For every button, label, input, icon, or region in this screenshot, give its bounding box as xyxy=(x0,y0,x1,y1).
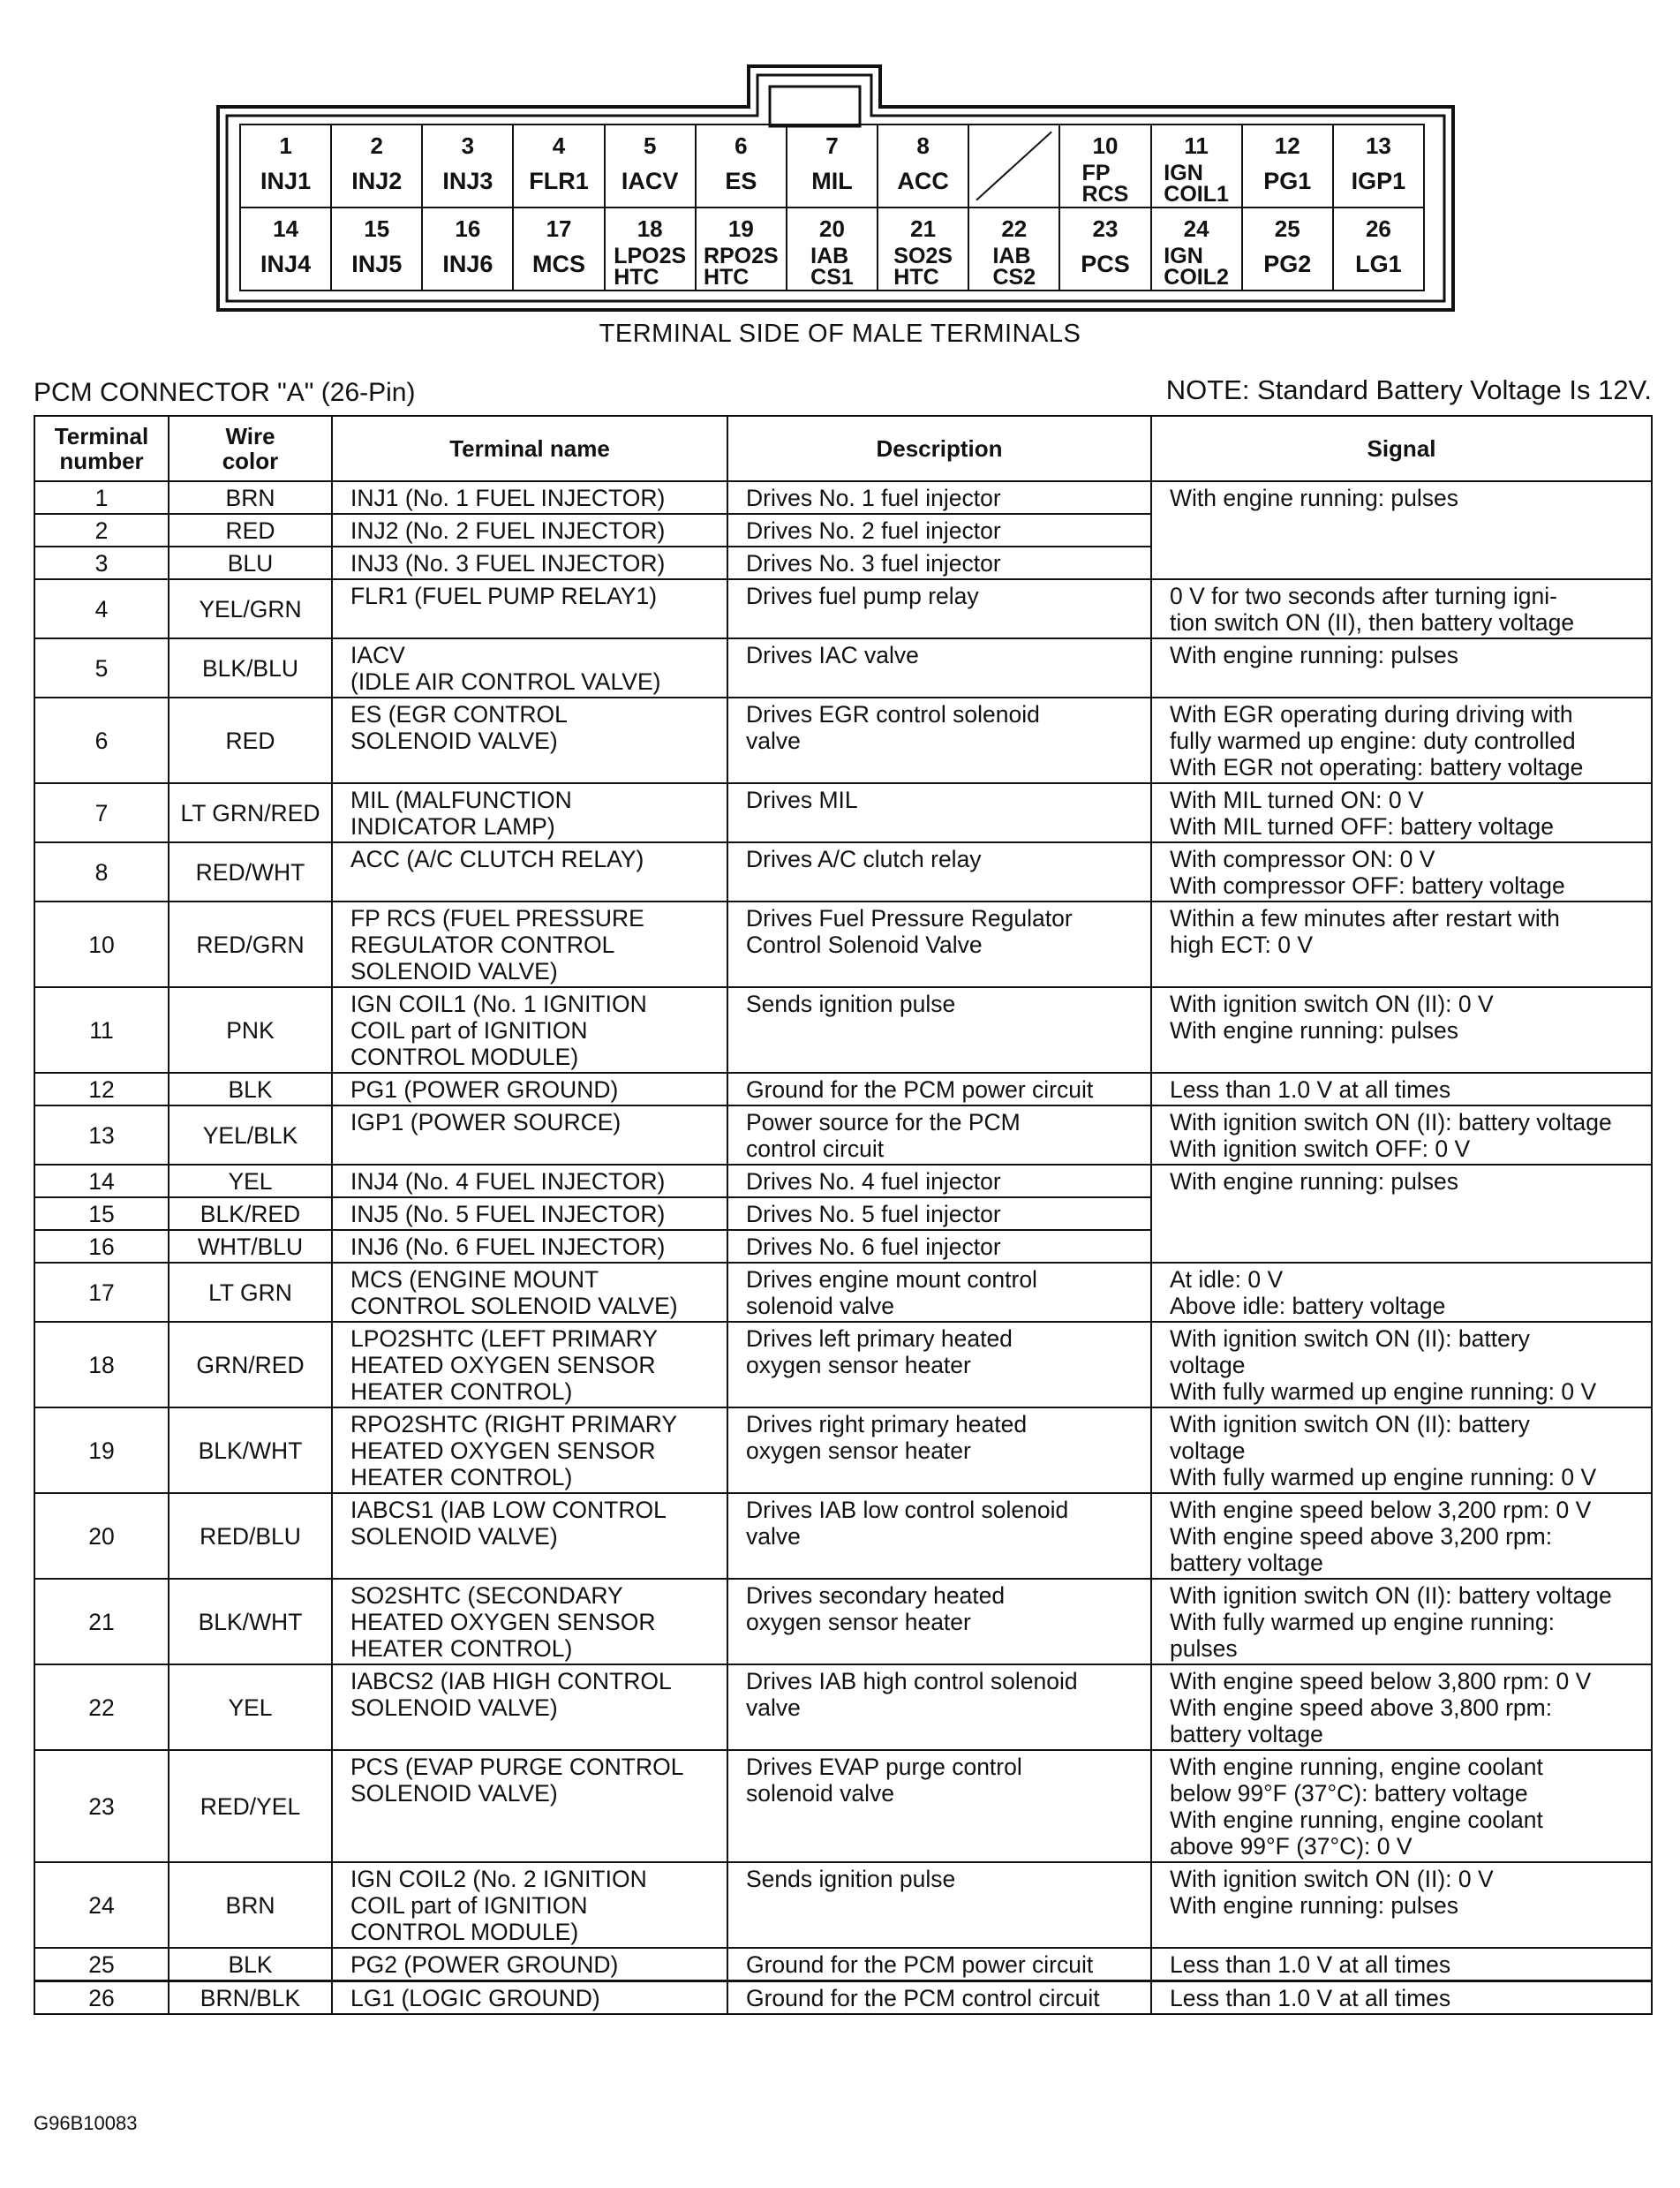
pin-label: INJ5 xyxy=(351,251,403,277)
pin-label: LG1 xyxy=(1355,251,1402,277)
signal-cell: Less than 1.0 V at all times xyxy=(1151,1981,1652,2015)
connector-pin-1 xyxy=(239,124,332,208)
description-cell: Drives No. 5 fuel injector xyxy=(727,1197,1151,1230)
wire-color-cell: BLK xyxy=(169,1073,332,1105)
terminal-name-cell: FLR1 (FUEL PUMP RELAY1) xyxy=(332,579,727,638)
wire-color-cell: RED xyxy=(169,698,332,783)
pin-label: INJ6 xyxy=(442,251,493,277)
connector-pin-12 xyxy=(1241,124,1334,208)
terminal-number-cell: 1 xyxy=(34,481,169,514)
pin-number: 16 xyxy=(455,215,481,242)
terminal-name-cell: LG1 (LOGIC GROUND) xyxy=(332,1981,727,2015)
connector-pin-20 xyxy=(786,207,878,291)
terminal-number-cell: 21 xyxy=(34,1579,169,1664)
description-cell: Drives Fuel Pressure Regulator Control Solenoid Valve xyxy=(727,902,1151,987)
pin-number: 5 xyxy=(643,132,657,159)
terminal-name-cell: ES (EGR CONTROL SOLENOID VALVE) xyxy=(332,698,727,783)
table-row xyxy=(34,1073,1652,1105)
description-cell: Ground for the PCM power circuit xyxy=(727,1948,1151,1981)
signal-cell: With engine running: pulses xyxy=(1151,1165,1652,1263)
terminal-number-cell: 11 xyxy=(34,987,169,1073)
pin-number: 20 xyxy=(819,215,845,242)
pin-number: 3 xyxy=(461,132,475,159)
table-row xyxy=(34,987,1652,1073)
description-cell: Drives EVAP purge control solenoid valve xyxy=(727,1750,1151,1862)
terminal-name-cell: IGP1 (POWER SOURCE) xyxy=(332,1105,727,1165)
wire-color-cell: RED/BLU xyxy=(169,1493,332,1579)
pin-label: IAB CS1 xyxy=(810,244,854,290)
blank-pin-slash xyxy=(969,125,1058,207)
terminal-name-cell: INJ4 (No. 4 FUEL INJECTOR) xyxy=(332,1165,727,1197)
description-cell: Drives No. 3 fuel injector xyxy=(727,547,1151,579)
wire-color-cell: BRN/BLK xyxy=(169,1981,332,2015)
signal-cell: With ignition switch ON (II): 0 V With engine running: pulses xyxy=(1151,987,1652,1073)
connector-pin-13 xyxy=(1332,124,1425,208)
signal-cell: At idle: 0 V Above idle: battery voltage xyxy=(1151,1263,1652,1322)
pin-label: RPO2S HTC xyxy=(703,244,779,290)
header-description: Description xyxy=(727,416,1151,481)
pin-number: 8 xyxy=(916,132,930,159)
pin-label: ES xyxy=(725,168,757,194)
signal-cell: Within a few minutes after restart with high ECT: 0 V xyxy=(1151,902,1652,987)
pin-label: INJ2 xyxy=(351,168,403,194)
pin-label: IAB CS2 xyxy=(992,244,1036,290)
terminal-number-cell: 20 xyxy=(34,1493,169,1579)
description-cell: Drives No. 1 fuel injector xyxy=(727,481,1151,514)
pin-number: 24 xyxy=(1183,215,1209,242)
terminal-name-cell: PG1 (POWER GROUND) xyxy=(332,1073,727,1105)
description-cell: Drives secondary heated oxygen sensor heater xyxy=(727,1579,1151,1664)
connector-pin-19 xyxy=(695,207,787,291)
description-cell: Drives IAB low control solenoid valve xyxy=(727,1493,1151,1579)
description-cell: Drives right primary heated oxygen sensor heater xyxy=(727,1407,1151,1493)
description-cell: Drives No. 6 fuel injector xyxy=(727,1230,1151,1263)
terminal-name-cell: INJ6 (No. 6 FUEL INJECTOR) xyxy=(332,1230,727,1263)
terminal-number-cell: 5 xyxy=(34,638,169,698)
pin-label: IGN COIL1 xyxy=(1164,161,1229,207)
connector-pin-24 xyxy=(1150,207,1243,291)
table-row xyxy=(34,1105,1652,1165)
terminal-name-cell: INJ1 (No. 1 FUEL INJECTOR) xyxy=(332,481,727,514)
description-cell: Drives engine mount control solenoid valve xyxy=(727,1263,1151,1322)
description-cell: Ground for the PCM control circuit xyxy=(727,1981,1151,2015)
signal-cell: Less than 1.0 V at all times xyxy=(1151,1073,1652,1105)
terminal-number-cell: 13 xyxy=(34,1105,169,1165)
terminal-number-cell: 24 xyxy=(34,1862,169,1948)
connector-pin-5 xyxy=(604,124,697,208)
connector-pin-11 xyxy=(1150,124,1243,208)
table-row xyxy=(34,902,1652,987)
table-row xyxy=(34,638,1652,698)
terminal-name-cell: RPO2SHTC (RIGHT PRIMARY HEATED OXYGEN SENSOR HEATER CONTROL) xyxy=(332,1407,727,1493)
terminal-number-cell: 8 xyxy=(34,842,169,902)
connector-title: PCM CONNECTOR "A" (26-Pin) xyxy=(34,378,416,407)
pin-number: 1 xyxy=(279,132,292,159)
signal-cell: With compressor ON: 0 V With compressor OFF: battery voltage xyxy=(1151,842,1652,902)
pin-table xyxy=(34,415,1653,2015)
signal-cell: With MIL turned ON: 0 V With MIL turned OFF: battery voltage xyxy=(1151,783,1652,842)
pin-label: MCS xyxy=(532,251,586,277)
description-cell: Drives IAB high control solenoid valve xyxy=(727,1664,1151,1750)
table-row xyxy=(34,1579,1652,1664)
terminal-name-cell: MIL (MALFUNCTION INDICATOR LAMP) xyxy=(332,783,727,842)
pin-label: INJ4 xyxy=(260,251,312,277)
connector-pin-25 xyxy=(1241,207,1334,291)
table-row xyxy=(34,1407,1652,1493)
pin-label: ACC xyxy=(897,168,949,194)
pin-number: 7 xyxy=(825,132,839,159)
table-body xyxy=(34,481,1652,2014)
description-cell: Sends ignition pulse xyxy=(727,1862,1151,1948)
table-row xyxy=(34,1862,1652,1948)
table-row xyxy=(34,1322,1652,1407)
signal-cell: With engine speed below 3,200 rpm: 0 V With engine speed above 3,200 rpm: battery voltage xyxy=(1151,1493,1652,1579)
pin-number: 10 xyxy=(1092,132,1119,159)
description-cell: Drives IAC valve xyxy=(727,638,1151,698)
signal-cell: With engine running, engine coolant below 99°F (37°C): battery voltage With engine running, engine coolant above 99°F (37°C): 0 V xyxy=(1151,1750,1652,1862)
connector-pin-26 xyxy=(1332,207,1425,291)
connector-pin-22 xyxy=(968,207,1060,291)
pin-label: IGN COIL2 xyxy=(1164,244,1229,290)
connector-pin-14 xyxy=(239,207,332,291)
pin-number: 4 xyxy=(552,132,566,159)
signal-cell: With EGR operating during driving with fully warmed up engine: duty controlled With EGR not operating: battery voltage xyxy=(1151,698,1652,783)
pin-label: SO2S HTC xyxy=(893,244,953,290)
terminal-name-cell: LPO2SHTC (LEFT PRIMARY HEATED OXYGEN SENSOR HEATER CONTROL) xyxy=(332,1322,727,1407)
terminal-number-cell: 3 xyxy=(34,547,169,579)
description-cell: Drives EGR control solenoid valve xyxy=(727,698,1151,783)
description-cell: Drives left primary heated oxygen sensor heater xyxy=(727,1322,1151,1407)
wire-color-cell: BLK/BLU xyxy=(169,638,332,698)
terminal-name-cell: IABCS2 (IAB HIGH CONTROL SOLENOID VALVE) xyxy=(332,1664,727,1750)
terminal-name-cell: INJ2 (No. 2 FUEL INJECTOR) xyxy=(332,514,727,547)
table-row xyxy=(34,579,1652,638)
pin-label: FLR1 xyxy=(529,168,589,194)
pin-number: 15 xyxy=(364,215,390,242)
description-cell: Drives A/C clutch relay xyxy=(727,842,1151,902)
wire-color-cell: BLU xyxy=(169,547,332,579)
pin-label: MIL xyxy=(811,168,853,194)
pin-number: 21 xyxy=(910,215,937,242)
signal-cell: 0 V for two seconds after turning igni- tion switch ON (II), then battery voltage xyxy=(1151,579,1652,638)
terminal-name-cell: IACV (IDLE AIR CONTROL VALVE) xyxy=(332,638,727,698)
pin-number: 26 xyxy=(1365,215,1391,242)
description-cell: Drives No. 2 fuel injector xyxy=(727,514,1151,547)
connector-pin-4 xyxy=(512,124,605,208)
terminal-number-cell: 2 xyxy=(34,514,169,547)
terminal-number-cell: 23 xyxy=(34,1750,169,1862)
signal-cell: With engine running: pulses xyxy=(1151,481,1652,579)
terminal-number-cell: 6 xyxy=(34,698,169,783)
header-signal: Signal xyxy=(1151,416,1652,481)
pin-number: 22 xyxy=(1001,215,1028,242)
table-row xyxy=(34,1750,1652,1862)
table-row xyxy=(34,1263,1652,1322)
signal-cell: With engine speed below 3,800 rpm: 0 V With engine speed above 3,800 rpm: battery voltage xyxy=(1151,1664,1652,1750)
terminal-name-cell: IGN COIL2 (No. 2 IGNITION COIL part of IGNITION CONTROL MODULE) xyxy=(332,1862,727,1948)
connector-pin-23 xyxy=(1058,207,1151,291)
terminal-number-cell: 15 xyxy=(34,1197,169,1230)
pin-label: IGP1 xyxy=(1351,168,1406,194)
pin-label: INJ1 xyxy=(260,168,312,194)
terminal-number-cell: 4 xyxy=(34,579,169,638)
connector-diagram xyxy=(216,64,1455,312)
connector-pin-18 xyxy=(604,207,697,291)
terminal-number-cell: 18 xyxy=(34,1322,169,1407)
terminal-number-cell: 19 xyxy=(34,1407,169,1493)
pin-number: 14 xyxy=(273,215,299,242)
table-row xyxy=(34,783,1652,842)
table-row xyxy=(34,1493,1652,1579)
connector-pin-2 xyxy=(330,124,423,208)
pin-number: 23 xyxy=(1092,215,1119,242)
terminal-number-cell: 10 xyxy=(34,902,169,987)
terminal-name-cell: IGN COIL1 (No. 1 IGNITION COIL part of IGNITION CONTROL MODULE) xyxy=(332,987,727,1073)
signal-cell: With ignition switch ON (II): battery voltage With fully warmed up engine running: 0 V xyxy=(1151,1407,1652,1493)
terminal-number-cell: 16 xyxy=(34,1230,169,1263)
table-row xyxy=(34,698,1652,783)
terminal-name-cell: MCS (ENGINE MOUNT CONTROL SOLENOID VALVE) xyxy=(332,1263,727,1322)
terminal-number-cell: 17 xyxy=(34,1263,169,1322)
terminal-number-cell: 12 xyxy=(34,1073,169,1105)
connector-pin-10 xyxy=(1058,124,1151,208)
connector-pin-21 xyxy=(877,207,969,291)
pin-number: 18 xyxy=(637,215,663,242)
terminal-name-cell: PCS (EVAP PURGE CONTROL SOLENOID VALVE) xyxy=(332,1750,727,1862)
terminal-name-cell: SO2SHTC (SECONDARY HEATED OXYGEN SENSOR HEATER CONTROL) xyxy=(332,1579,727,1664)
pin-label: PG1 xyxy=(1263,168,1312,194)
description-cell: Ground for the PCM power circuit xyxy=(727,1073,1151,1105)
wire-color-cell: BRN xyxy=(169,1862,332,1948)
description-cell: Drives No. 4 fuel injector xyxy=(727,1165,1151,1197)
wire-color-cell: YEL xyxy=(169,1165,332,1197)
signal-cell: Less than 1.0 V at all times xyxy=(1151,1948,1652,1981)
pin-label: IACV xyxy=(621,168,679,194)
wire-color-cell: PNK xyxy=(169,987,332,1073)
connector-pin-15 xyxy=(330,207,423,291)
signal-cell: With ignition switch ON (II): 0 V With engine running: pulses xyxy=(1151,1862,1652,1948)
signal-cell: With ignition switch ON (II): battery voltage With fully warmed up engine running: pulses xyxy=(1151,1579,1652,1664)
pin-label: PCS xyxy=(1081,251,1130,277)
connector-pin-8 xyxy=(877,124,969,208)
connector-caption: TERMINAL SIDE OF MALE TERMINALS xyxy=(599,320,1081,348)
table-header-row xyxy=(34,416,1652,481)
description-cell: Drives MIL xyxy=(727,783,1151,842)
wire-color-cell: WHT/BLU xyxy=(169,1230,332,1263)
pin-number: 12 xyxy=(1274,132,1300,159)
terminal-name-cell: IABCS1 (IAB LOW CONTROL SOLENOID VALVE) xyxy=(332,1493,727,1579)
connector-pin-blank xyxy=(968,124,1060,208)
description-cell: Sends ignition pulse xyxy=(727,987,1151,1073)
wire-color-cell: YEL/BLK xyxy=(169,1105,332,1165)
wire-color-cell: RED/WHT xyxy=(169,842,332,902)
table-row xyxy=(34,842,1652,902)
signal-cell: With ignition switch ON (II): battery voltage With ignition switch OFF: 0 V xyxy=(1151,1105,1652,1165)
table-row xyxy=(34,1664,1652,1750)
pin-number: 11 xyxy=(1184,132,1209,159)
pin-number: 2 xyxy=(370,132,383,159)
pin-grid xyxy=(240,124,1424,290)
terminal-name-cell: FP RCS (FUEL PRESSURE REGULATOR CONTROL SOLENOID VALVE) xyxy=(332,902,727,987)
terminal-number-cell: 25 xyxy=(34,1948,169,1981)
signal-cell: With ignition switch ON (II): battery voltage With fully warmed up engine running: 0 V xyxy=(1151,1322,1652,1407)
terminal-name-cell: ACC (A/C CLUTCH RELAY) xyxy=(332,842,727,902)
header-wire-color: Wire color xyxy=(169,416,332,481)
connector-pin-17 xyxy=(512,207,605,291)
wire-color-cell: YEL xyxy=(169,1664,332,1750)
terminal-number-cell: 7 xyxy=(34,783,169,842)
wire-color-cell: RED xyxy=(169,514,332,547)
figure-code: G96B10083 xyxy=(34,2112,138,2134)
pin-number: 25 xyxy=(1274,215,1300,242)
connector-pin-7 xyxy=(786,124,878,208)
pin-number: 17 xyxy=(546,215,572,242)
table-row xyxy=(34,1165,1652,1197)
pin-label: LPO2S HTC xyxy=(614,244,687,290)
voltage-note: NOTE: Standard Battery Voltage Is 12V. xyxy=(1165,374,1652,405)
wire-color-cell: GRN/RED xyxy=(169,1322,332,1407)
pin-number: 6 xyxy=(735,132,748,159)
terminal-number-cell: 22 xyxy=(34,1664,169,1750)
wire-color-cell: RED/YEL xyxy=(169,1750,332,1862)
connector-pin-3 xyxy=(421,124,514,208)
signal-cell: With engine running: pulses xyxy=(1151,638,1652,698)
wire-color-cell: BLK/WHT xyxy=(169,1407,332,1493)
wire-color-cell: BRN xyxy=(169,481,332,514)
pin-number: 13 xyxy=(1365,132,1391,159)
terminal-name-cell: PG2 (POWER GROUND) xyxy=(332,1948,727,1981)
terminal-number-cell: 14 xyxy=(34,1165,169,1197)
pin-label: FP RCS xyxy=(1081,161,1129,207)
connector-pin-16 xyxy=(421,207,514,291)
wire-color-cell: RED/GRN xyxy=(169,902,332,987)
wire-color-cell: YEL/GRN xyxy=(169,579,332,638)
header-terminal-name: Terminal name xyxy=(332,416,727,481)
pin-number: 19 xyxy=(727,215,754,242)
wire-color-cell: BLK/RED xyxy=(169,1197,332,1230)
wire-color-cell: LT GRN/RED xyxy=(169,783,332,842)
connector-pin-6 xyxy=(695,124,787,208)
pin-label: PG2 xyxy=(1263,251,1312,277)
wire-color-cell: BLK/WHT xyxy=(169,1579,332,1664)
terminal-number-cell: 26 xyxy=(34,1981,169,2015)
table-row xyxy=(34,1948,1652,1981)
header-terminal-number: Terminal number xyxy=(34,416,169,481)
table-row xyxy=(34,481,1652,514)
terminal-name-cell: INJ5 (No. 5 FUEL INJECTOR) xyxy=(332,1197,727,1230)
description-cell: Power source for the PCM control circuit xyxy=(727,1105,1151,1165)
wire-color-cell: LT GRN xyxy=(169,1263,332,1322)
terminal-name-cell: INJ3 (No. 3 FUEL INJECTOR) xyxy=(332,547,727,579)
table-row xyxy=(34,1981,1652,2015)
wire-color-cell: BLK xyxy=(169,1948,332,1981)
description-cell: Drives fuel pump relay xyxy=(727,579,1151,638)
pin-label: INJ3 xyxy=(442,168,493,194)
